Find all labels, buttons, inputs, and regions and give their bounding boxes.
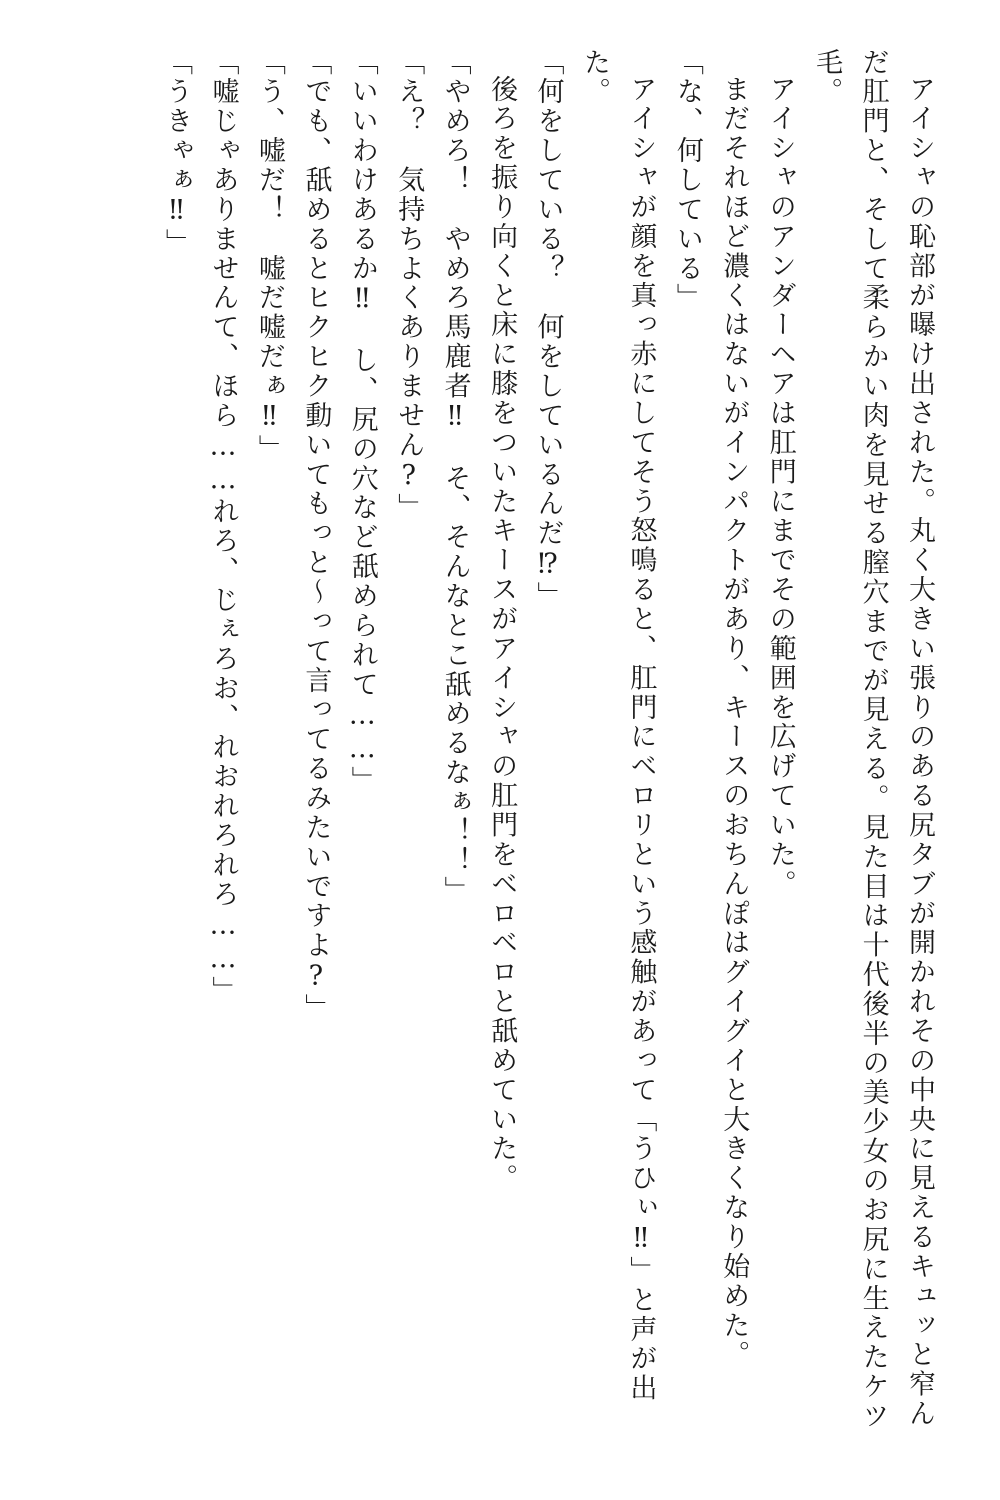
paragraph: 「う、嘘だ！ 嘘だ嘘だぁ‼」 — [253, 48, 285, 465]
paragraph: 後ろを振り向くと床に膝をついたキースがアイシャの肛門をベロベロと舐めていた。 — [486, 75, 518, 1194]
paragraph: 「でも、舐めるとヒクヒク動いてもっと～って言ってるみたいですよ?」 — [300, 48, 332, 1024]
paragraph: 「やめろ！ やめろ馬鹿者‼ そ、そんなとこ舐めるなぁ！！」 — [439, 48, 471, 906]
paragraph: 「嘘じゃありませんて、ほら……れろ、じぇろお、れおれろれろ……」 — [207, 48, 239, 1006]
paragraph: 「何をしている？ 何をしているんだ⁉」 — [532, 48, 564, 612]
paragraph: アイシャのアンダーヘアは肛門にまでその範囲を広げていた。 — [764, 75, 796, 900]
paragraph: アイシャの恥部が曝け出された。丸く大きい張りのある尻タブが開かれその中央に見えるキュッと窄んだ肛門と、そして柔らかい肉を見せる膣穴までが見える。見た目は十代後半の美少女のお尻に生えたケツ毛。 — [811, 48, 935, 1432]
paragraph: まだそれほど濃くはないがインパクトがあり、キースのおちんぽはグイグイと大きくなり始めた。 — [718, 75, 750, 1370]
paragraph: 「な、何している」 — [671, 48, 703, 313]
paragraph: 「いいわけあるか‼ し、尻の穴など舐められて……」 — [346, 48, 378, 796]
paragraph: 「え？ 気持ちよくありません?」 — [393, 48, 425, 523]
paragraph: 「うきゃぁ‼」 — [161, 48, 192, 259]
vertical-text-body — [62, 48, 942, 1448]
paragraph: アイシャが顔を真っ赤にしてそう怒鳴ると、肛門にベロリという感触があって「うひぃ‼」と声が出た。 — [578, 48, 657, 1404]
